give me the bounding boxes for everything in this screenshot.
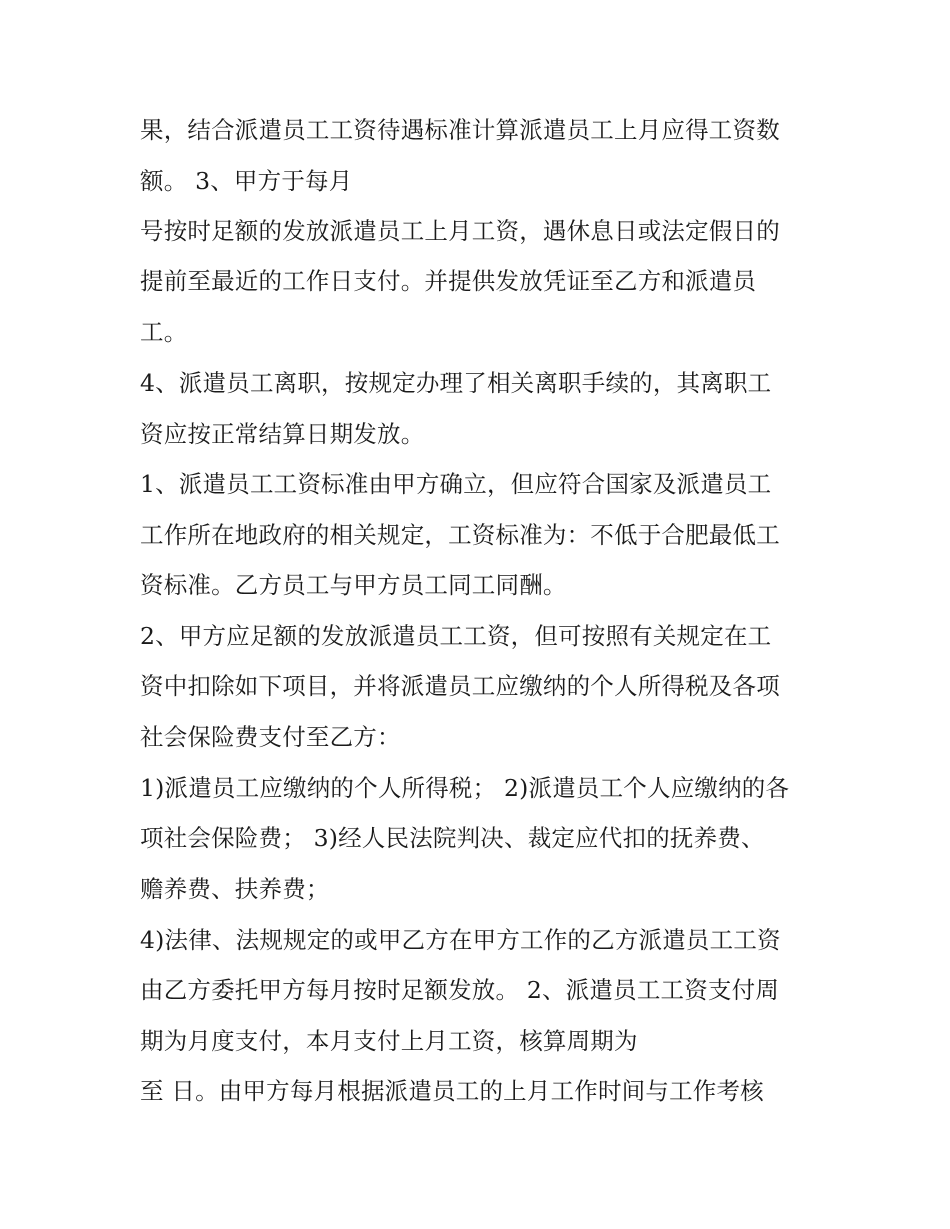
text-line: 工。 — [140, 318, 188, 346]
text-line: 项社会保险费； 3)经人民法院判决、裁定应代扣的抚养费、 — [140, 824, 765, 852]
text-line: 1)派遣员工应缴纳的个人所得税； 2)派遣员工个人应缴纳的各 — [140, 774, 790, 802]
text-line: 2、甲方应足额的发放派遣员工工资，但可按照有关规定在工 — [140, 622, 772, 650]
text-line: 资应按正常结算日期发放。 — [140, 420, 425, 448]
text-line: 号按时足额的发放派遣员工上月工资，遇休息日或法定假日的 — [140, 217, 780, 245]
text-line: 果，结合派遣员工工资待遇标准计算派遣员工上月应得工资数 — [140, 116, 780, 144]
text-line: 资标准。乙方员工与甲方员工同工同酬。 — [140, 571, 567, 599]
text-line: 1、派遣员工工资标准由甲方确立，但应符合国家及派遣员工 — [140, 470, 772, 498]
text-line: 社会保险费支付至乙方： — [140, 723, 401, 751]
text-line: 提前至最近的工作日支付。并提供发放凭证至乙方和派遣员 — [140, 267, 757, 295]
text-line: 4)法律、法规规定的或甲乙方在甲方工作的乙方派遣员工工资 — [140, 926, 781, 954]
text-line: 至 日。由甲方每月根据派遣员工的上月工作时间与工作考核 — [140, 1077, 764, 1105]
text-line: 期为月度支付，本月支付上月工资，核算周期为 — [140, 1027, 638, 1055]
text-line: 额。 3、甲方于每月 — [140, 167, 353, 195]
text-line: 4、派遣员工离职，按规定办理了相关离职手续的，其离职工 — [140, 369, 772, 397]
text-line: 资中扣除如下项目，并将派遣员工应缴纳的个人所得税及各项 — [140, 672, 780, 700]
text-line: 工作所在地政府的相关规定，工资标准为：不低于合肥最低工 — [140, 521, 780, 549]
text-line: 由乙方委托甲方每月按时足额发放。 2、派遣员工工资支付周 — [140, 976, 780, 1004]
text-line: 赡养费、扶养费； — [140, 875, 330, 903]
